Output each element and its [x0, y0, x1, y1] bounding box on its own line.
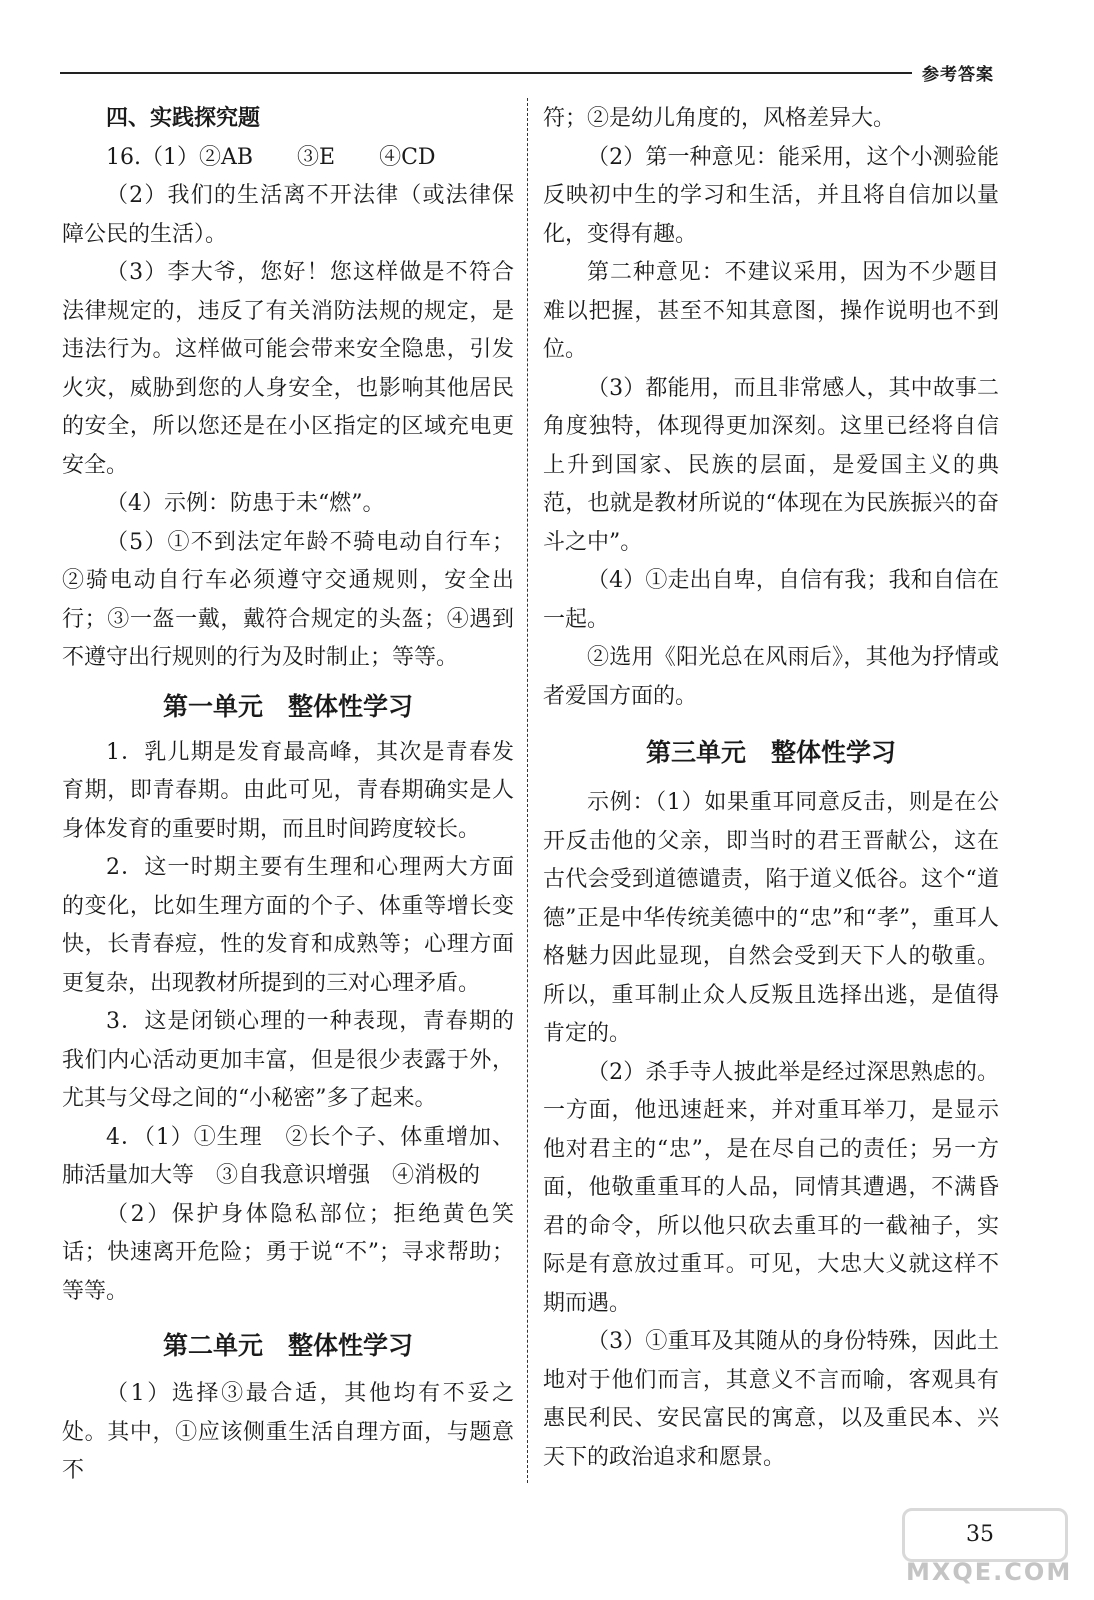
answer-paragraph: （3）①重耳及其随从的身份特殊，因此土地对于他们而言，其意义不言而喻，客观具有惠民利民、安民富民的寓意，以及重民本、兴天下的政治追求和愿景。: [543, 1329, 999, 1470]
answer-paragraph: （3）都能用，而且非常感人，其中故事二角度独特，体现得更加深刻。这里已经将自信上升到国家、民族的层面，是爱国主义的典范，也就是教材所说的“体现在为民族振兴的奋斗之中”。: [543, 375, 999, 555]
answer-paragraph: （3）李大爷，您好！您这样做是不符合法律规定的，违反了有关消防法规的规定，是违法行为。这样做可能会带来安全隐患，引发火灾，威胁到您的人身安全，也影响其他居民的安全，所以您还是在小区指定的区域充电更安全。: [62, 260, 514, 478]
answer-paragraph: 16.（1）②AB ③E ④CD: [106, 144, 436, 170]
unit-title: 第二单元 整体性学习: [162, 1331, 413, 1360]
answer-paragraph: 符；②是幼儿角度的，风格差异大。: [543, 106, 896, 131]
answer-paragraph: （2）我们的生活离不开法律（或法律保障公民的生活）。: [62, 183, 514, 247]
right-column: [543, 100, 999, 1477]
answer-paragraph: （4）①走出自卑，自信有我；我和自信在一起。: [543, 568, 999, 632]
header-label: 参考答案: [922, 65, 994, 85]
page-number: 35: [966, 1522, 994, 1547]
unit-title: 第一单元 整体性学习: [162, 691, 413, 721]
answer-paragraph: 2．这一时期主要有生理和心理两大方面的变化，比如生理方面的个子、体重等增长变快，长青春痘，性的发育和成熟等；心理方面更复杂，出现教材所提到的三对心理矛盾。: [62, 855, 514, 996]
answer-paragraph: （4）示例：防患于未“燃”。: [106, 491, 385, 516]
answer-paragraph: （5）①不到法定年龄不骑电动自行车；②骑电动自行车必须遵守交通规则，安全出行；③一盔一戴，戴符合规定的头盔；④遇到不遵守出行规则的行为及时制止；等等。: [62, 529, 514, 670]
answer-paragraph: （2）保护身体隐私部位；拒绝黄色笑话；快速离开危险；勇于说“不”；寻求帮助；等等。: [62, 1201, 514, 1304]
answer-paragraph: 1．乳儿期是发育最高峰，其次是青春发育期，即青春期。由此可见，青春期确实是人身体发育的重要时期，而且时间跨度较长。: [62, 739, 514, 842]
answer-paragraph: 4．（1）①生理 ②长个子、体重增加、肺活量加大等 ③自我意识增强 ④消极的: [62, 1124, 514, 1188]
answer-paragraph: （2）杀手寺人披此举是经过深思熟虑的。一方面，他迅速赶来，并对重耳举刀，是显示他对君主的“忠”，是在尽自己的责任；另一方面，他敬重重耳的人品，同情其遭遇，不满昏君的命令，所以他只砍去重耳的一截袖子，实际是有意放过重耳。可见，大忠大义就这样不期而遇。: [543, 1059, 999, 1316]
answer-paragraph: ②选用《阳光总在风雨后》，其他为抒情或者爱国方面的。: [543, 645, 999, 709]
column-divider: [527, 98, 528, 1483]
unit-title: 第三单元 整体性学习: [645, 738, 896, 767]
watermark-text: MXQE.COM: [906, 1558, 1073, 1586]
answer-paragraph: 3．这是闭锁心理的一种表现，青春期的我们内心活动更加丰富，但是很少表露于外，尤其与父母之间的“小秘密”多了起来。: [62, 1009, 514, 1111]
left-column: [62, 100, 514, 1491]
answer-paragraph: 第二种意见：不建议采用，因为不少题目难以把握，甚至不知其意图，操作说明也不到位。: [543, 260, 999, 362]
section-title: 四、实践探究题: [106, 106, 261, 131]
answer-paragraph: 示例：（1）如果重耳同意反击，则是在公开反击他的父亲，即当时的君王晋献公，这在古代会受到道德谴责，陷于道义低谷。这个“道德”正是中华传统美德中的“忠”和“孝”，重耳人格魅力因此显现，自然会受到天下人的敬重。所以，重耳制止众人反叛且选择出逃，是值得肯定的。: [543, 790, 999, 1046]
answer-paragraph: （1）选择③最合适，其他均有不妥之处。其中，①应该侧重生活自理方面，与题意不: [62, 1381, 514, 1483]
answer-paragraph: （2）第一种意见：能采用，这个小测验能反映初中生的学习和生活，并且将自信加以量化，变得有趣。: [543, 144, 999, 247]
header-rule: [60, 72, 912, 74]
